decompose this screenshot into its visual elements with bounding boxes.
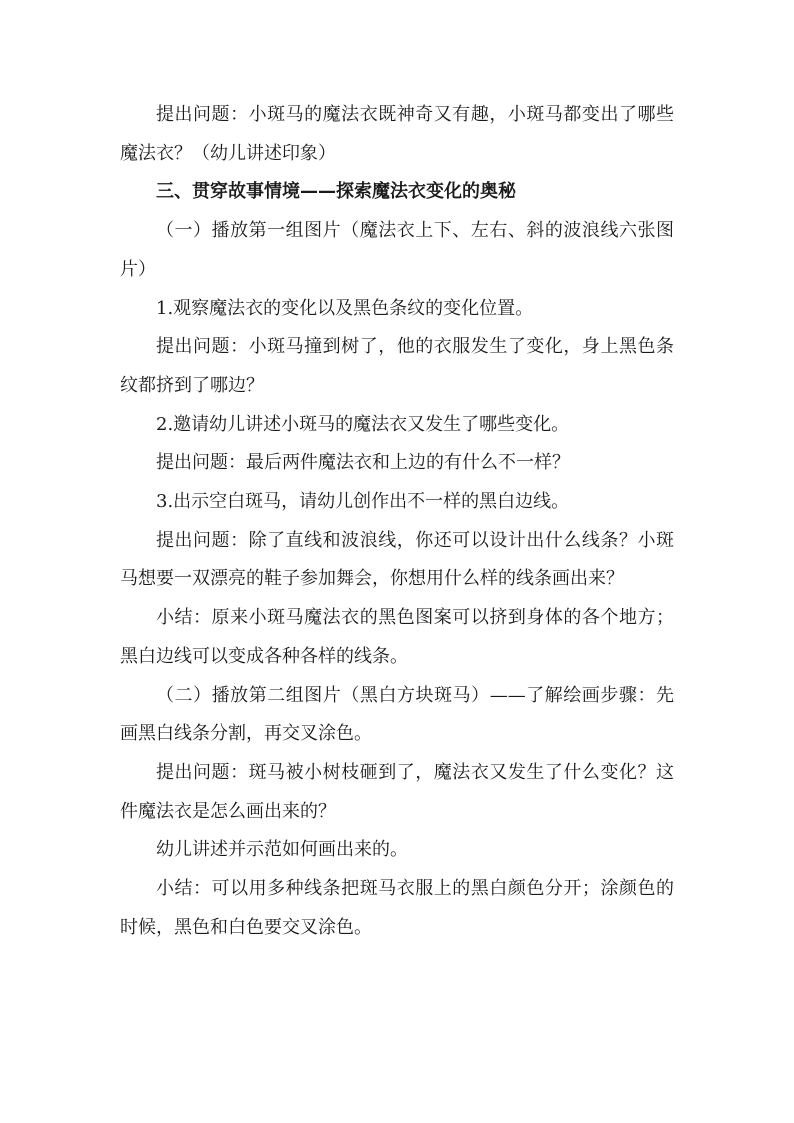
paragraph-question-magic-clothes: 提出问题：小斑马的魔法衣既神奇又有趣，小斑马都变出了哪些魔法衣？（幼儿讲述印象） — [120, 104, 674, 164]
paragraph-question-last-two: 提出问题：最后两件魔法衣和上边的有什么不一样？ — [156, 452, 570, 474]
paragraph-question-branch: 提出问题：斑马被小树枝砸到了，魔法衣又发生了什么变化？这件魔法衣是怎么画出来的？ — [120, 761, 674, 822]
paragraph-summary-2: 小结：可以用多种线条把斑马衣服上的黑白颜色分开；涂颜色的时候，黑色和白色要交叉涂色。 — [120, 878, 674, 938]
paragraph-summary-1: 小结：原来小斑马魔法衣的黑色图案可以挤到身体的各个地方；黑白边线可以变成各种各样的线条。 — [120, 607, 674, 667]
document-body — [120, 96, 674, 947]
paragraph-children-demo: 幼儿讲述并示范如何画出来的。 — [156, 839, 408, 861]
paragraph-question-lines-shoes: 提出问题：除了直线和波浪线，你还可以设计出什么线条？小斑马想要一双漂亮的鞋子参加舞会，你想用什么样的线条画出来？ — [120, 529, 674, 590]
paragraph-second-image-group: （二）播放第二组图片（黑白方块斑马）——了解绘画步骤：先画黑白线条分割，再交叉涂色。 — [120, 684, 674, 745]
paragraph-step-2: 2.邀请幼儿讲述小斑马的魔法衣又发生了哪些变化。 — [156, 413, 570, 435]
paragraph-step-3: 3.出示空白斑马，请幼儿创作出不一样的黑白边线。 — [156, 491, 570, 513]
paragraph-step-1: 1.观察魔法衣的变化以及黑色条纹的变化位置。 — [156, 297, 534, 319]
section-heading-three: 三、贯穿故事情境——探索魔法衣变化的奥秘 — [156, 181, 516, 203]
paragraph-question-tree: 提出问题：小斑马撞到树了，他的衣服发生了变化，身上黑色条纹都挤到了哪边？ — [120, 336, 674, 396]
paragraph-first-image-group: （一）播放第一组图片（魔法衣上下、左右、斜的波浪线六张图片） — [120, 220, 674, 280]
